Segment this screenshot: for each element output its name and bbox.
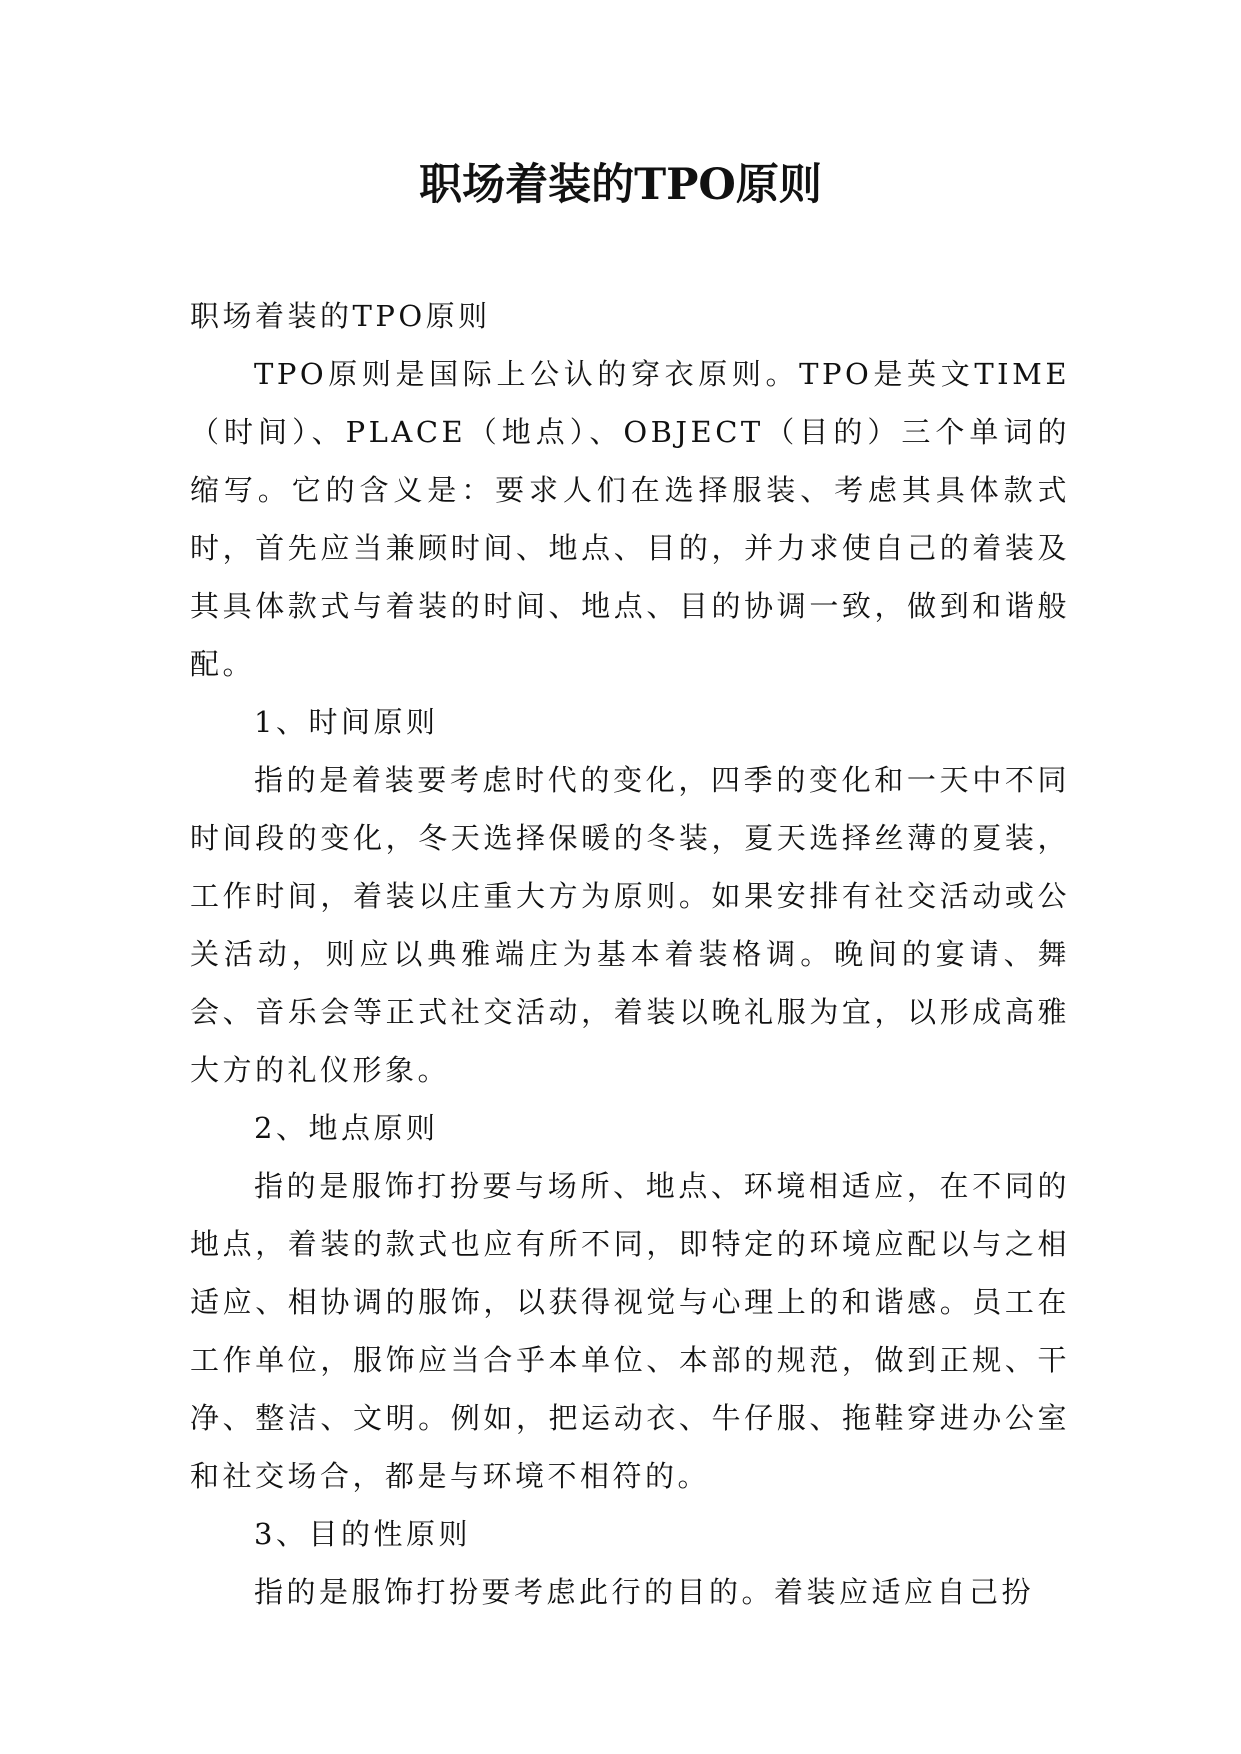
section-heading-time: 1、时间原则	[254, 705, 439, 739]
document-subtitle: 职场着装的TPO原则	[190, 299, 491, 333]
paragraph-objective: 指的是服饰打扮要考虑此行的目的。着装应适应自己扮	[254, 1575, 1035, 1609]
paragraph-intro: TPO原则是国际上公认的穿衣原则。TPO是英文TIME（时间）、PLACE（地点）、OBJECT（目的）三个单词的缩写。它的含义是：要求人们在选择服装、考虑其具体款式时，首先应当兼顾时间、地点、目的，并力求使自己的着装及其具体款式与着装的时间、地点、目的协调一致，做到和谐般配。	[190, 357, 1070, 681]
document-body	[190, 287, 1070, 1621]
section-heading-objective: 3、目的性原则	[254, 1517, 471, 1551]
paragraph-place: 指的是服饰打扮要与场所、地点、环境相适应，在不同的地点，着装的款式也应有所不同，即特定的环境应配以与之相适应、相协调的服饰，以获得视觉与心理上的和谐感。员工在工作单位，服饰应当合乎本单位、本部的规范，做到正规、干净、整洁、文明。例如，把运动衣、牛仔服、拖鞋穿进办公室和社交场合，都是与环境不相符的。	[190, 1169, 1070, 1493]
section-heading-place: 2、地点原则	[254, 1111, 439, 1145]
document-title: 职场着装的TPO原则	[419, 160, 822, 210]
paragraph-time: 指的是着装要考虑时代的变化，四季的变化和一天中不同时间段的变化，冬天选择保暖的冬装，夏天选择丝薄的夏装，工作时间，着装以庄重大方为原则。如果安排有社交活动或公关活动，则应以典雅端庄为基本着装格调。晚间的宴请、舞会、音乐会等正式社交活动，着装以晚礼服为宜，以形成高雅大方的礼仪形象。	[190, 763, 1070, 1087]
